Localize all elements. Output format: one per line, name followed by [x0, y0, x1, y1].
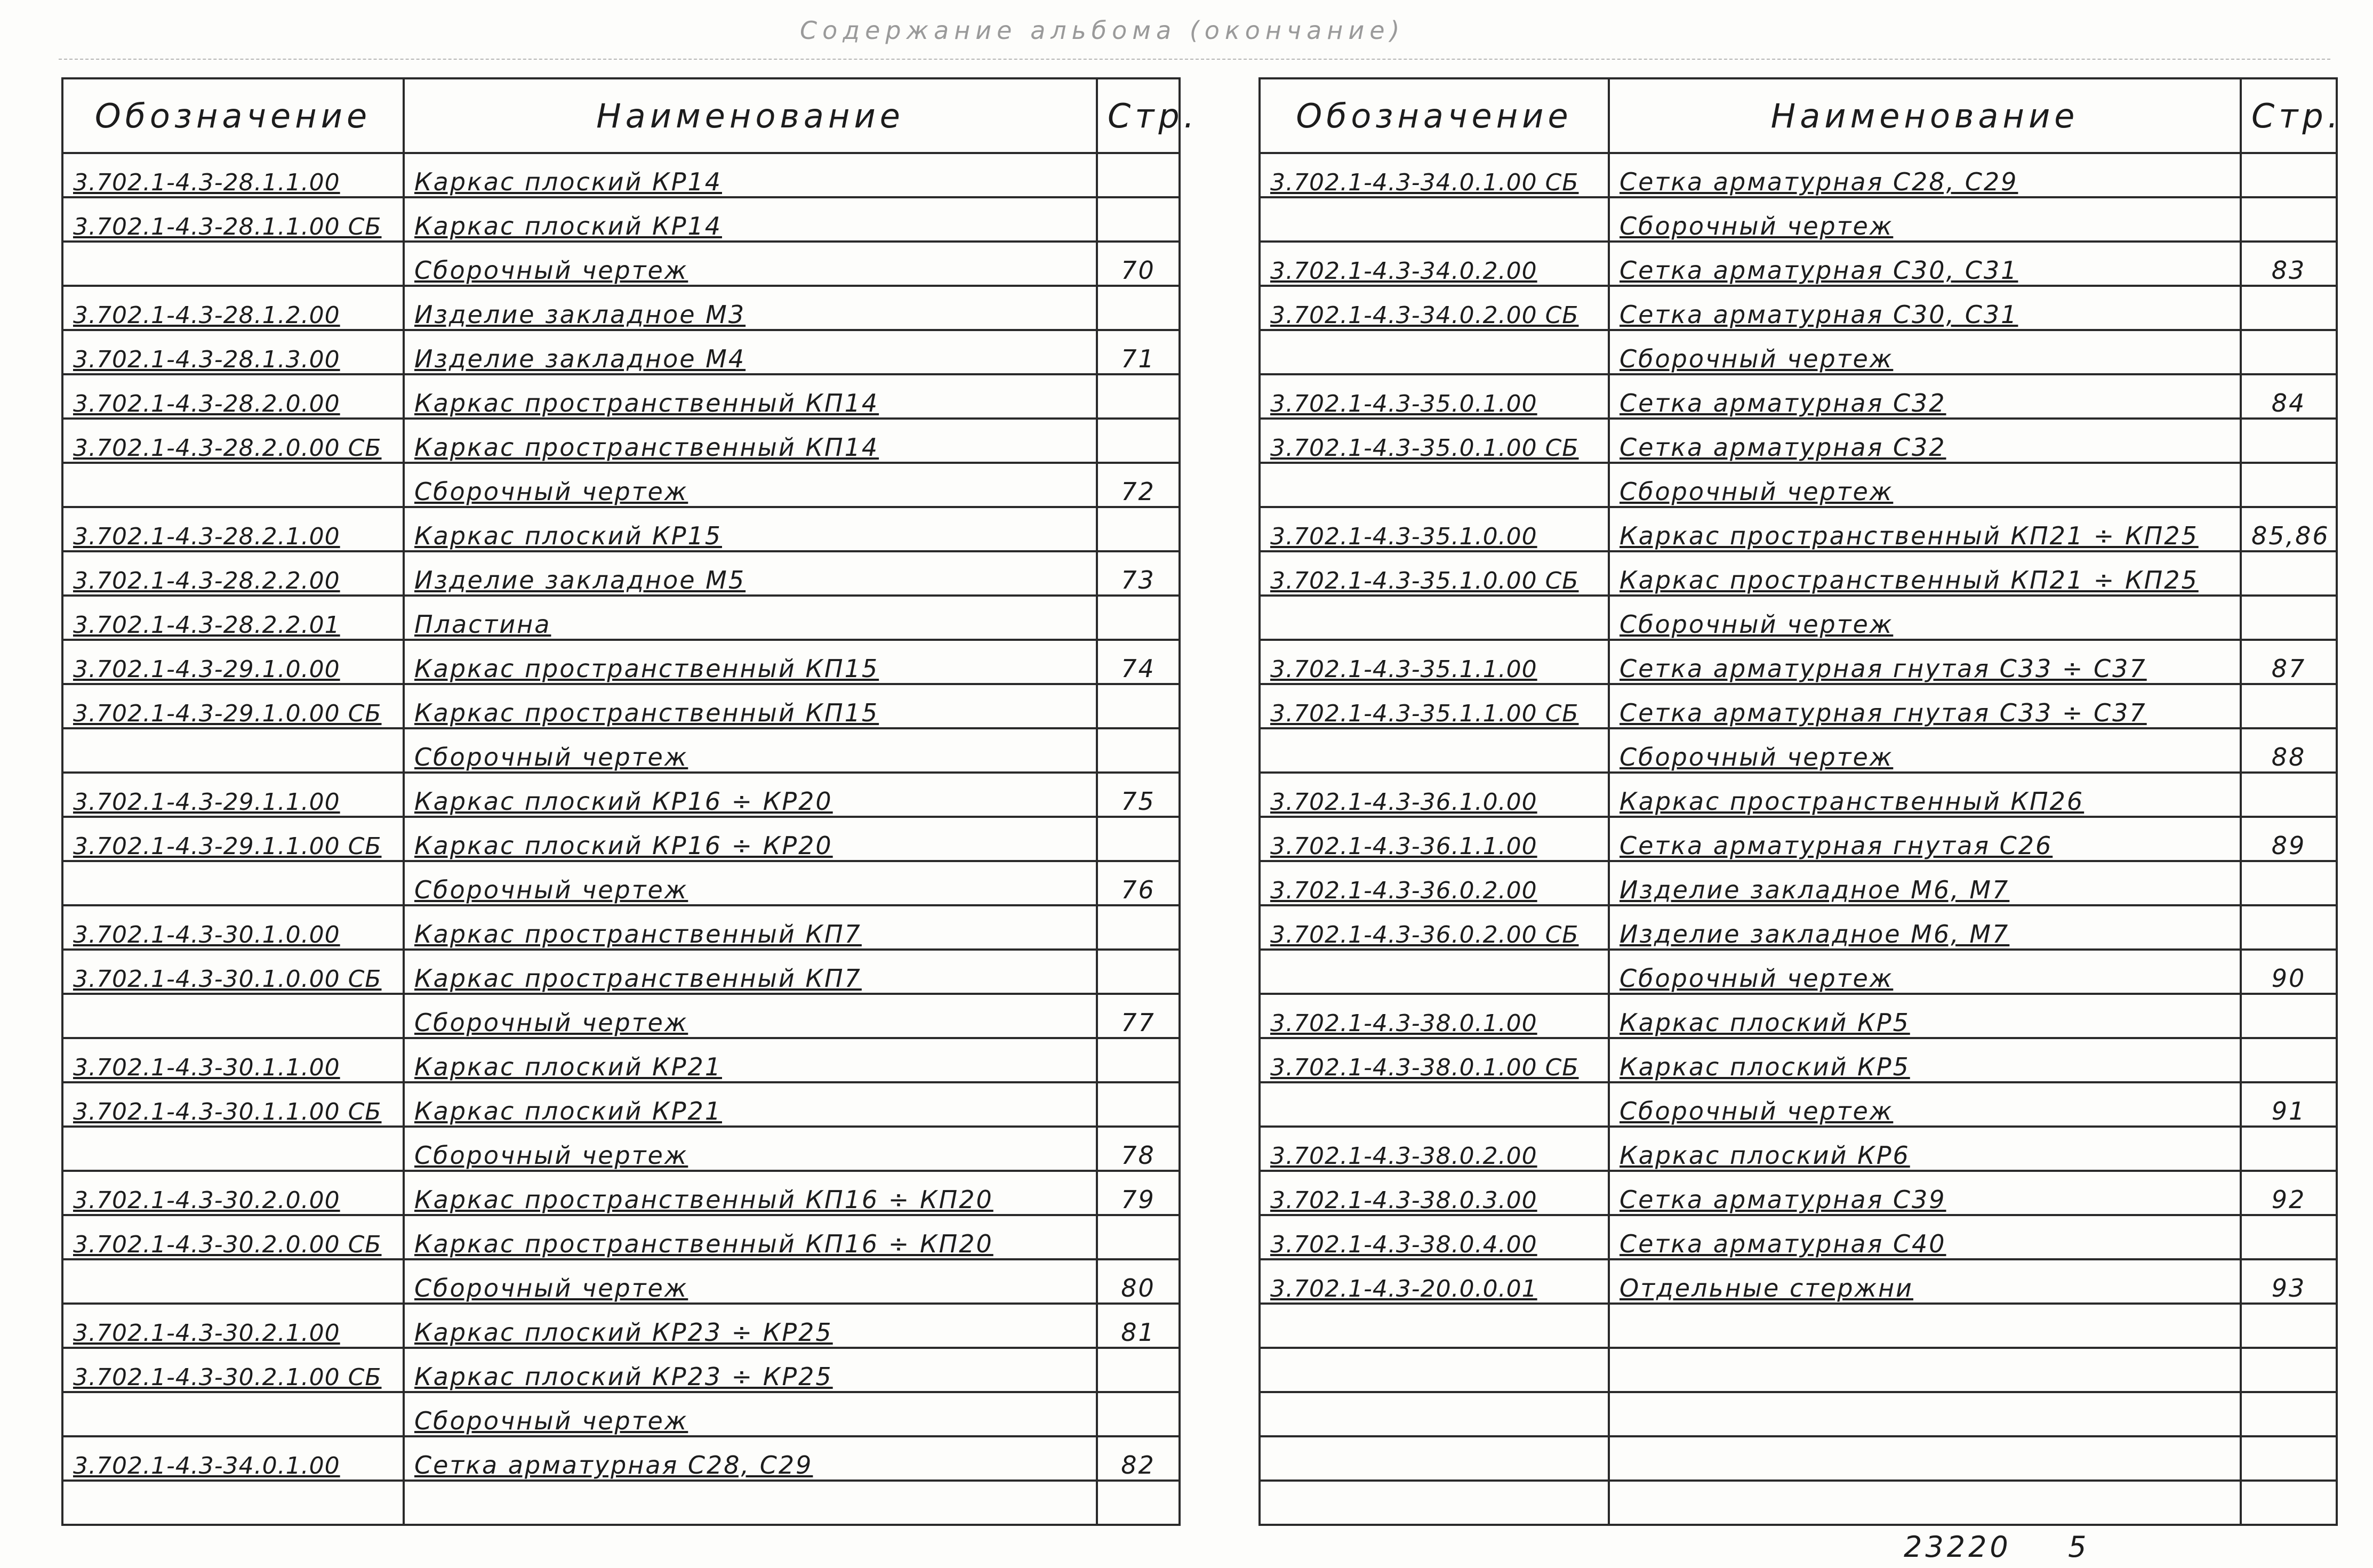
empty-cell	[2241, 1348, 2337, 1392]
table-row	[1260, 1259, 2337, 1304]
sheet-number: 5	[2068, 1530, 2090, 1564]
cell-name: Изделие закладное М5	[404, 551, 1097, 596]
cell-code	[1260, 197, 1609, 242]
table-row	[62, 1348, 1180, 1392]
cell-page: 88	[2241, 728, 2337, 773]
top-rule	[59, 59, 2330, 60]
table-row	[62, 817, 1180, 861]
cell-name: Сборочный чертеж	[1609, 596, 2241, 640]
table-row	[62, 1259, 1180, 1304]
cell-code: 3.702.1-4.3-28.2.1.00	[62, 507, 404, 551]
empty-cell	[2241, 1392, 2337, 1436]
cell-code	[62, 242, 404, 286]
cell-page	[2241, 861, 2337, 905]
cell-code: 3.702.1-4.3-35.0.1.00	[1260, 374, 1609, 419]
cell-page: 79	[1097, 1171, 1180, 1215]
cell-name: Каркас плоский КР23 ÷ КР25	[404, 1348, 1097, 1392]
cell-name: Сборочный чертеж	[404, 242, 1097, 286]
table-row	[62, 197, 1180, 242]
cell-code: 3.702.1-4.3-29.1.1.00	[62, 773, 404, 817]
cell-code: 3.702.1-4.3-38.0.3.00	[1260, 1171, 1609, 1215]
column-header-code: Обозначение	[1260, 78, 1609, 153]
cell-code	[62, 1392, 404, 1436]
table-row	[1260, 596, 2337, 640]
cell-name: Изделие закладное М6, М7	[1609, 905, 2241, 950]
empty-cell	[62, 1481, 404, 1525]
cell-name: Сборочный чертеж	[1609, 950, 2241, 994]
cell-code: 3.702.1-4.3-34.0.2.00 СБ	[1260, 286, 1609, 330]
cell-page: 83	[2241, 242, 2337, 286]
cell-page	[2241, 1038, 2337, 1082]
cell-page: 91	[2241, 1082, 2337, 1127]
cell-code: 3.702.1-4.3-35.1.1.00 СБ	[1260, 684, 1609, 728]
cell-code	[1260, 596, 1609, 640]
cell-code: 3.702.1-4.3-28.2.2.00	[62, 551, 404, 596]
empty-cell	[1609, 1481, 2241, 1525]
cell-code: 3.702.1-4.3-38.0.2.00	[1260, 1127, 1609, 1171]
cell-name: Каркас пространственный КП21 ÷ КП25	[1609, 507, 2241, 551]
table-row	[62, 596, 1180, 640]
cell-code	[1260, 463, 1609, 507]
empty-cell	[1609, 1392, 2241, 1436]
table-row	[1260, 861, 2337, 905]
table-row	[62, 684, 1180, 728]
cell-page: 80	[1097, 1259, 1180, 1304]
cell-code	[62, 861, 404, 905]
cell-page	[2241, 773, 2337, 817]
table-row	[1260, 286, 2337, 330]
cell-name: Сборочный чертеж	[404, 861, 1097, 905]
column-header-name: Наименование	[404, 78, 1097, 153]
cell-page	[2241, 197, 2337, 242]
cell-code	[1260, 950, 1609, 994]
cell-page: 82	[1097, 1436, 1180, 1481]
cell-name: Сборочный чертеж	[404, 463, 1097, 507]
cell-page	[1097, 286, 1180, 330]
cell-code: 3.702.1-4.3-28.2.0.00	[62, 374, 404, 419]
cell-page	[2241, 684, 2337, 728]
table-row	[62, 1171, 1180, 1215]
cell-page	[1097, 905, 1180, 950]
cell-name: Каркас плоский КР23 ÷ КР25	[404, 1304, 1097, 1348]
table-row	[1260, 950, 2337, 994]
cell-name: Каркас плоский КР15	[404, 507, 1097, 551]
cell-page: 85,86	[2241, 507, 2337, 551]
cell-name: Каркас плоский КР14	[404, 153, 1097, 197]
cell-code: 3.702.1-4.3-30.2.0.00	[62, 1171, 404, 1215]
cell-page: 89	[2241, 817, 2337, 861]
cell-page: 90	[2241, 950, 2337, 994]
cell-name: Сборочный чертеж	[1609, 463, 2241, 507]
table-row	[62, 728, 1180, 773]
empty-cell	[1260, 1392, 1609, 1436]
table-row	[62, 330, 1180, 374]
empty-cell	[1260, 1348, 1609, 1392]
table-row	[1260, 1171, 2337, 1215]
cell-name: Сборочный чертеж	[1609, 330, 2241, 374]
cell-code	[62, 463, 404, 507]
cell-page	[1097, 728, 1180, 773]
cell-code: 3.702.1-4.3-36.1.0.00	[1260, 773, 1609, 817]
cell-name: Сетка арматурная С32	[1609, 374, 2241, 419]
table-row	[1260, 197, 2337, 242]
cell-page	[2241, 994, 2337, 1038]
cell-code: 3.702.1-4.3-28.1.1.00	[62, 153, 404, 197]
cell-name: Каркас пространственный КП26	[1609, 773, 2241, 817]
table-row	[1260, 728, 2337, 773]
table-row	[1260, 817, 2337, 861]
table-row	[62, 1436, 1180, 1481]
column-header-page: Стр.	[2241, 78, 2337, 153]
cell-code: 3.702.1-4.3-34.0.1.00 СБ	[1260, 153, 1609, 197]
cell-code	[1260, 330, 1609, 374]
cell-name: Каркас плоский КР5	[1609, 1038, 2241, 1082]
empty-cell	[1260, 1304, 1609, 1348]
cell-page: 93	[2241, 1259, 2337, 1304]
cell-name: Каркас плоский КР21	[404, 1038, 1097, 1082]
cell-name: Сборочный чертеж	[404, 1127, 1097, 1171]
table-row	[1260, 1127, 2337, 1171]
cell-name: Каркас пространственный КП16 ÷ КП20	[404, 1171, 1097, 1215]
cell-page: 73	[1097, 551, 1180, 596]
empty-row	[1260, 1436, 2337, 1481]
contents-table-left	[61, 77, 1199, 1526]
cell-page	[1097, 153, 1180, 197]
table-row	[1260, 640, 2337, 684]
cell-page: 71	[1097, 330, 1180, 374]
cell-code: 3.702.1-4.3-30.2.0.00 СБ	[62, 1215, 404, 1259]
cell-code: 3.702.1-4.3-36.0.2.00 СБ	[1260, 905, 1609, 950]
cell-page	[1097, 374, 1180, 419]
cell-page	[1097, 1348, 1180, 1392]
cell-code: 3.702.1-4.3-29.1.0.00	[62, 640, 404, 684]
cell-page	[1097, 950, 1180, 994]
cell-code: 3.702.1-4.3-38.0.4.00	[1260, 1215, 1609, 1259]
empty-row	[1260, 1304, 2337, 1348]
empty-cell	[2241, 1436, 2337, 1481]
empty-cell	[1609, 1304, 2241, 1348]
cell-name: Сетка арматурная С32	[1609, 419, 2241, 463]
cell-code: 3.702.1-4.3-38.0.1.00	[1260, 994, 1609, 1038]
table-row	[1260, 507, 2337, 551]
document-number-value: 23220	[1904, 1530, 2011, 1564]
cell-page	[1097, 1392, 1180, 1436]
cell-name: Каркас пространственный КП14	[404, 374, 1097, 419]
cell-name: Каркас плоский КР6	[1609, 1127, 2241, 1171]
table-row	[62, 463, 1180, 507]
table-header-row	[1260, 78, 2337, 153]
table-row	[1260, 330, 2337, 374]
table-row	[62, 242, 1180, 286]
table-row	[62, 507, 1180, 551]
table-row	[62, 773, 1180, 817]
cell-name: Каркас плоский КР21	[404, 1082, 1097, 1127]
empty-row	[1260, 1481, 2337, 1525]
cell-name: Каркас пространственный КП15	[404, 684, 1097, 728]
empty-cell	[2241, 1481, 2337, 1525]
cell-code: 3.702.1-4.3-30.1.1.00 СБ	[62, 1082, 404, 1127]
cell-page	[1097, 1038, 1180, 1082]
table-row	[1260, 905, 2337, 950]
cell-page: 84	[2241, 374, 2337, 419]
table-row	[1260, 153, 2337, 197]
cell-page	[2241, 1215, 2337, 1259]
table-row	[62, 1304, 1180, 1348]
cell-code: 3.702.1-4.3-28.1.2.00	[62, 286, 404, 330]
cell-name: Сборочный чертеж	[1609, 1082, 2241, 1127]
cell-code	[1260, 1082, 1609, 1127]
cell-page	[1097, 1215, 1180, 1259]
cell-name: Сетка арматурная гнутая С33 ÷ С37	[1609, 640, 2241, 684]
cell-page: 72	[1097, 463, 1180, 507]
cell-code: 3.702.1-4.3-35.0.1.00 СБ	[1260, 419, 1609, 463]
table-row	[62, 286, 1180, 330]
cell-code: 3.702.1-4.3-28.1.1.00 СБ	[62, 197, 404, 242]
cell-name: Сборочный чертеж	[1609, 197, 2241, 242]
table-row	[1260, 374, 2337, 419]
cell-page	[2241, 463, 2337, 507]
table-row	[1260, 1215, 2337, 1259]
cell-code: 3.702.1-4.3-30.1.0.00	[62, 905, 404, 950]
table-row	[1260, 419, 2337, 463]
table-row	[1260, 1082, 2337, 1127]
cell-page: 75	[1097, 773, 1180, 817]
cell-page: 76	[1097, 861, 1180, 905]
table-row	[1260, 1038, 2337, 1082]
cell-code: 3.702.1-4.3-30.2.1.00 СБ	[62, 1348, 404, 1392]
empty-cell	[404, 1481, 1097, 1525]
cell-code: 3.702.1-4.3-35.1.0.00 СБ	[1260, 551, 1609, 596]
cell-name: Каркас пространственный КП16 ÷ КП20	[404, 1215, 1097, 1259]
cell-code: 3.702.1-4.3-35.1.1.00	[1260, 640, 1609, 684]
cell-page	[2241, 596, 2337, 640]
table-row	[1260, 551, 2337, 596]
cell-code	[62, 1127, 404, 1171]
empty-cell	[1260, 1436, 1609, 1481]
cell-name: Сборочный чертеж	[404, 728, 1097, 773]
cell-name: Сборочный чертеж	[404, 994, 1097, 1038]
cell-code: 3.702.1-4.3-28.2.0.00 СБ	[62, 419, 404, 463]
cell-page	[2241, 551, 2337, 596]
cell-name: Каркас пространственный КП15	[404, 640, 1097, 684]
album-contents-title: Содержание альбома (окончание)	[800, 16, 1405, 45]
cell-page	[2241, 286, 2337, 330]
cell-name: Каркас пространственный КП7	[404, 905, 1097, 950]
cell-page	[2241, 419, 2337, 463]
cell-code: 3.702.1-4.3-29.1.1.00 СБ	[62, 817, 404, 861]
cell-page	[2241, 905, 2337, 950]
cell-page	[2241, 153, 2337, 197]
cell-name: Сетка арматурная С28, С29	[404, 1436, 1097, 1481]
table-row	[1260, 994, 2337, 1038]
cell-page: 77	[1097, 994, 1180, 1038]
table-row	[1260, 463, 2337, 507]
cell-name: Сетка арматурная С30, С31	[1609, 242, 2241, 286]
cell-code: 3.702.1-4.3-35.1.0.00	[1260, 507, 1609, 551]
cell-page: 74	[1097, 640, 1180, 684]
cell-page	[1097, 1082, 1180, 1127]
cell-code: 3.702.1-4.3-34.0.1.00	[62, 1436, 404, 1481]
cell-name: Сетка арматурная С30, С31	[1609, 286, 2241, 330]
cell-name: Сетка арматурная гнутая С26	[1609, 817, 2241, 861]
table-row	[62, 1082, 1180, 1127]
cell-name: Изделие закладное М4	[404, 330, 1097, 374]
cell-name: Пластина	[404, 596, 1097, 640]
cell-name: Каркас плоский КР14	[404, 197, 1097, 242]
cell-code	[62, 728, 404, 773]
cell-name: Каркас плоский КР16 ÷ КР20	[404, 817, 1097, 861]
empty-row	[1260, 1348, 2337, 1392]
cell-code: 3.702.1-4.3-34.0.2.00	[1260, 242, 1609, 286]
cell-page: 92	[2241, 1171, 2337, 1215]
cell-page: 70	[1097, 242, 1180, 286]
empty-cell	[1609, 1436, 2241, 1481]
table-row	[62, 950, 1180, 994]
column-header-code: Обозначение	[62, 78, 404, 153]
cell-name: Каркас пространственный КП7	[404, 950, 1097, 994]
table-row	[62, 374, 1180, 419]
cell-name: Изделие закладное М6, М7	[1609, 861, 2241, 905]
cell-code: 3.702.1-4.3-29.1.0.00 СБ	[62, 684, 404, 728]
table-row	[62, 640, 1180, 684]
cell-name: Изделие закладное М3	[404, 286, 1097, 330]
cell-code: 3.702.1-4.3-30.1.1.00	[62, 1038, 404, 1082]
cell-page	[1097, 596, 1180, 640]
table-row	[62, 551, 1180, 596]
cell-page: 87	[2241, 640, 2337, 684]
table-row	[62, 1215, 1180, 1259]
cell-name: Каркас плоский КР5	[1609, 994, 2241, 1038]
contents-table-right	[1258, 77, 2343, 1526]
empty-cell	[1097, 1481, 1180, 1525]
cell-name: Сетка арматурная С40	[1609, 1215, 2241, 1259]
cell-code	[62, 1259, 404, 1304]
cell-page	[1097, 197, 1180, 242]
cell-name: Отдельные стержни	[1609, 1259, 2241, 1304]
table-row	[62, 153, 1180, 197]
column-header-name: Наименование	[1609, 78, 2241, 153]
cell-page	[2241, 330, 2337, 374]
table-row	[1260, 242, 2337, 286]
table-row	[62, 905, 1180, 950]
cell-name: Каркас плоский КР16 ÷ КР20	[404, 773, 1097, 817]
cell-page	[2241, 1127, 2337, 1171]
table-row	[1260, 773, 2337, 817]
cell-code: 3.702.1-4.3-36.1.1.00	[1260, 817, 1609, 861]
cell-page: 78	[1097, 1127, 1180, 1171]
cell-code: 3.702.1-4.3-38.0.1.00 СБ	[1260, 1038, 1609, 1082]
table-row	[62, 1038, 1180, 1082]
cell-name: Сборочный чертеж	[404, 1392, 1097, 1436]
cell-code: 3.702.1-4.3-36.0.2.00	[1260, 861, 1609, 905]
cell-code: 3.702.1-4.3-30.2.1.00	[62, 1304, 404, 1348]
empty-row	[62, 1481, 1180, 1525]
table-row	[62, 994, 1180, 1038]
cell-name: Сборочный чертеж	[1609, 728, 2241, 773]
table-row	[62, 861, 1180, 905]
empty-cell	[1260, 1481, 1609, 1525]
cell-name: Сборочный чертеж	[404, 1259, 1097, 1304]
cell-page	[1097, 817, 1180, 861]
cell-code: 3.702.1-4.3-28.1.3.00	[62, 330, 404, 374]
cell-name: Сетка арматурная гнутая С33 ÷ С37	[1609, 684, 2241, 728]
cell-name: Сетка арматурная С28, С29	[1609, 153, 2241, 197]
table-row	[62, 1127, 1180, 1171]
empty-row	[1260, 1392, 2337, 1436]
cell-code	[62, 994, 404, 1038]
document-number	[1904, 1530, 2090, 1567]
cell-page	[1097, 684, 1180, 728]
empty-cell	[2241, 1304, 2337, 1348]
cell-page: 81	[1097, 1304, 1180, 1348]
table-row	[62, 1392, 1180, 1436]
table-header-row	[62, 78, 1180, 153]
cell-page	[1097, 507, 1180, 551]
cell-name: Каркас пространственный КП21 ÷ КП25	[1609, 551, 2241, 596]
cell-page	[1097, 419, 1180, 463]
cell-code: 3.702.1-4.3-28.2.2.01	[62, 596, 404, 640]
cell-name: Сетка арматурная С39	[1609, 1171, 2241, 1215]
cell-name: Каркас пространственный КП14	[404, 419, 1097, 463]
table-row	[62, 419, 1180, 463]
cell-code: 3.702.1-4.3-20.0.0.01	[1260, 1259, 1609, 1304]
cell-code: 3.702.1-4.3-30.1.0.00 СБ	[62, 950, 404, 994]
column-header-page: Стр.	[1097, 78, 1180, 153]
table-row	[1260, 684, 2337, 728]
empty-cell	[1609, 1348, 2241, 1392]
cell-code	[1260, 728, 1609, 773]
